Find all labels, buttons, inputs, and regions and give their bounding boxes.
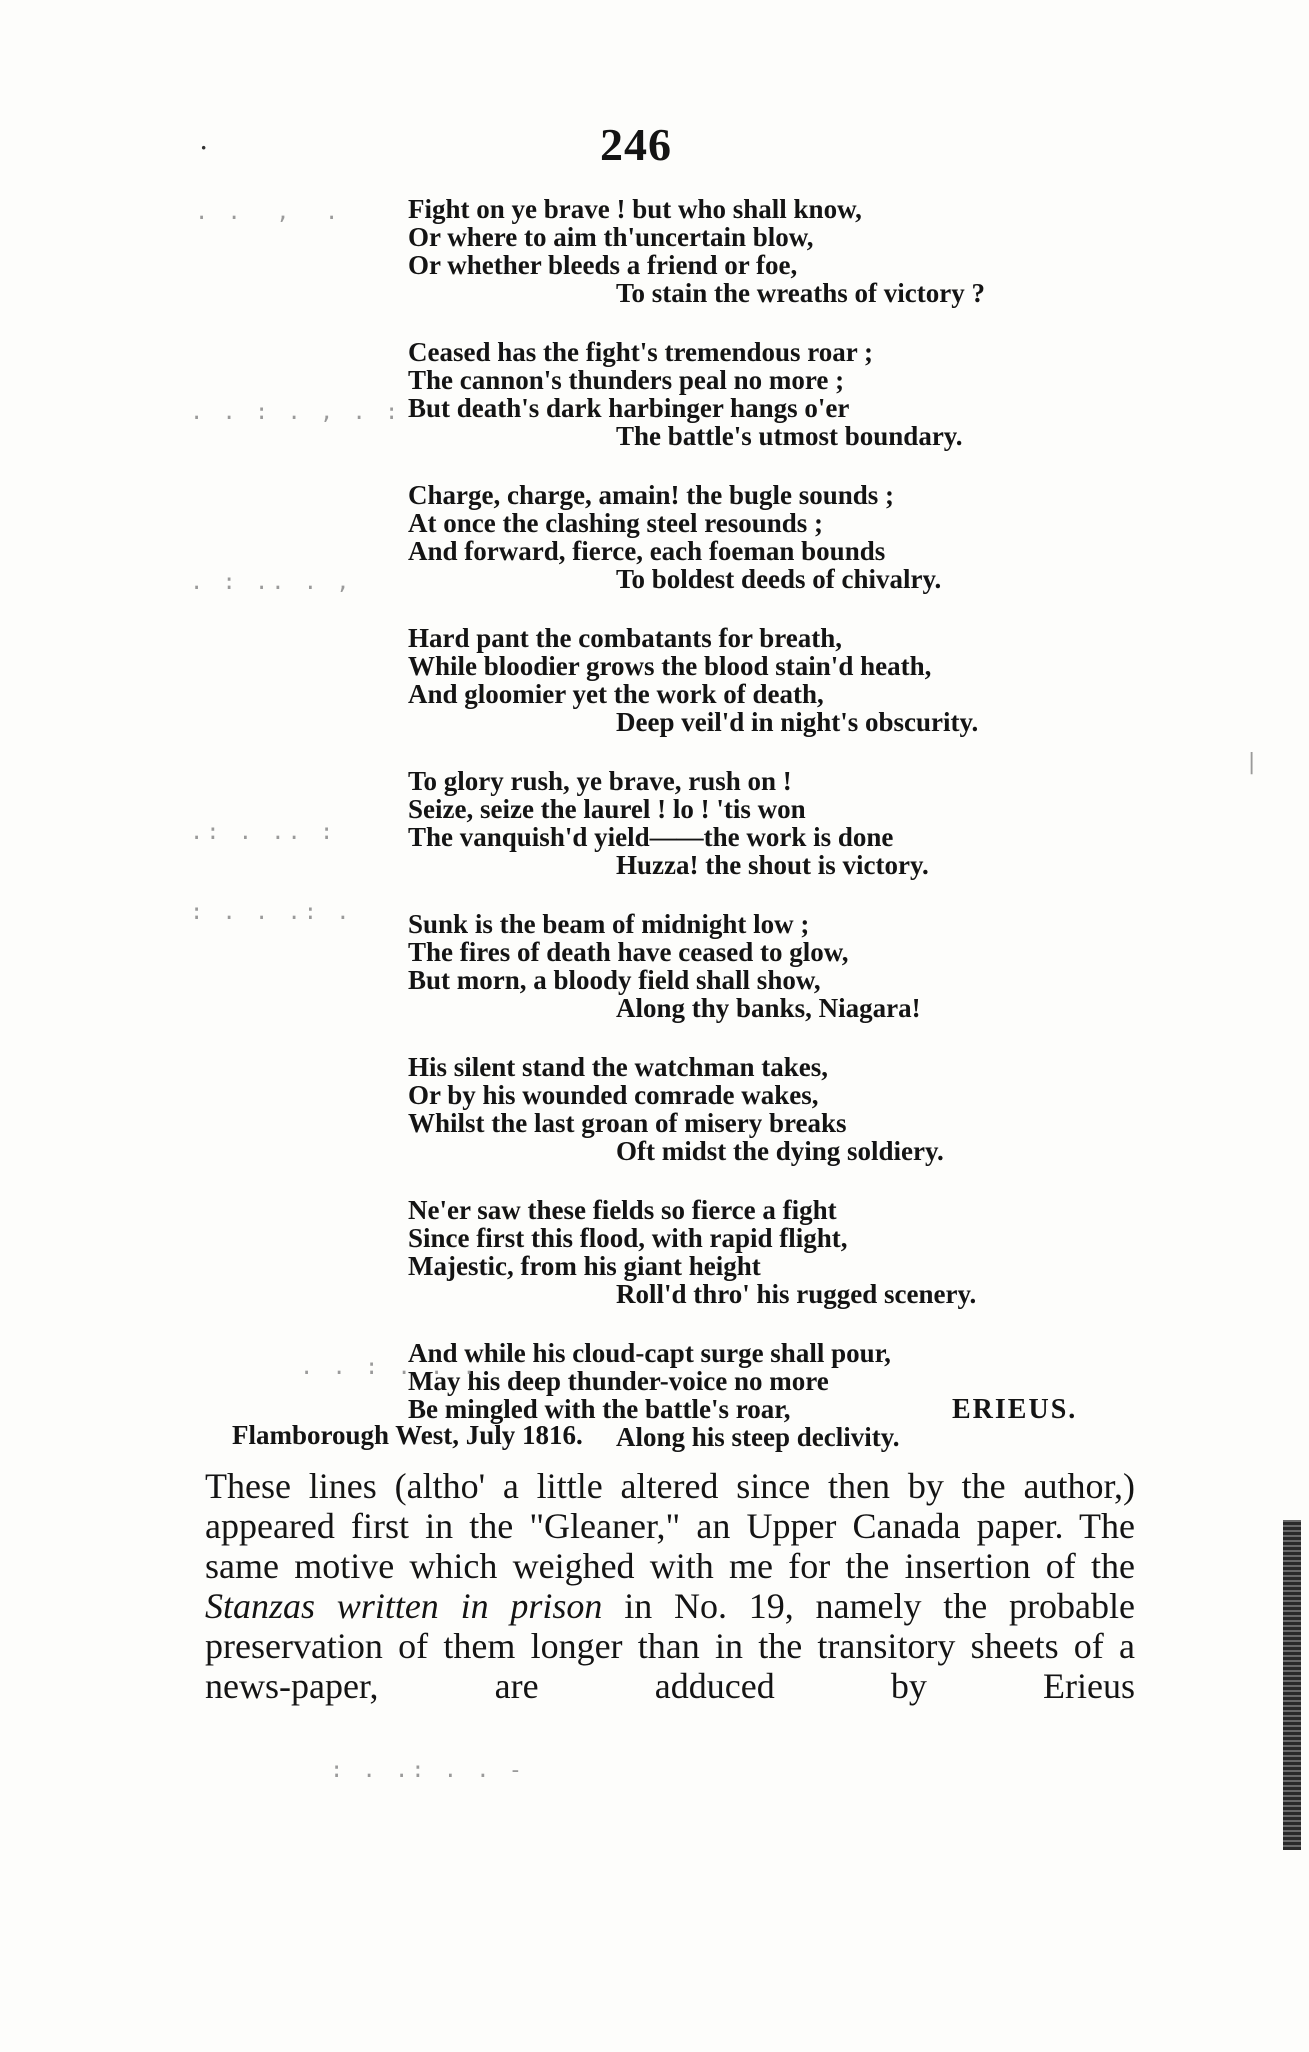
poem-line: Charge, charge, amain! the bugle sounds ;: [408, 480, 895, 510]
poem-signature: ERIEUS.: [952, 1394, 1078, 1425]
poem-line: Oft midst the dying soldiery.: [616, 1136, 944, 1166]
bleed-through-noise: . . : . . .: [300, 1355, 479, 1380]
bleed-through-noise: |: [1245, 750, 1262, 775]
bleed-through-noise: . . , .: [195, 200, 342, 225]
poem-line: Ne'er saw these fields so fierce a fight: [408, 1195, 837, 1225]
poem-line: And gloomier yet the work of death,: [408, 679, 824, 709]
poem-line: Ceased has the fight's tremendous roar ;: [408, 337, 873, 367]
prose-paragraph: [205, 1466, 1135, 1706]
bleed-through-noise: .: . .. :: [190, 820, 337, 845]
poem-line: To glory rush, ye brave, rush on !: [408, 766, 792, 796]
poem-line: The cannon's thunders peal no more ;: [408, 365, 845, 395]
bleed-through-noise: . . : . , . :: [190, 400, 402, 425]
poem-line: The fires of death have ceased to glow,: [408, 937, 849, 967]
prose-text: These lines (altho' a little altered since then by the author,) appeared first in the "Gleaner," an Upper Canada paper. The same motive which weighed with me for the insertion of the Stanzas written in prison in No. 19, namely the probable preservation of them longer than in the transitory sheets of a news-paper, are adduced by Erieus: [205, 1466, 1135, 1706]
poem-line: Or where to aim th'uncertain blow,: [408, 222, 814, 252]
poem-line: Deep veil'd in night's obscurity.: [616, 707, 979, 737]
poem-line: Seize, seize the laurel ! lo ! 'tis won: [408, 794, 806, 824]
poem-line: Fight on ye brave ! but who shall know,: [408, 194, 862, 224]
poem-line: And while his cloud-capt surge shall pour,: [408, 1338, 891, 1368]
bleed-through-noise: : . .: . . -: [330, 1758, 525, 1783]
stanza-7: [0, 1053, 1309, 1165]
poem-line: And forward, fierce, each foeman bounds: [408, 536, 886, 566]
poem-line: Be mingled with the battle's roar,: [408, 1394, 791, 1424]
poem-line: To stain the wreaths of victory ?: [616, 278, 985, 308]
poem-dateline: Flamborough West, July 1816.: [232, 1420, 583, 1450]
poem-line: To boldest deeds of chivalry.: [616, 564, 942, 594]
poem-line: Since first this flood, with rapid flight,: [408, 1223, 848, 1253]
poem-line: Along his steep declivity.: [616, 1422, 900, 1452]
poem-line: At once the clashing steel resounds ;: [408, 508, 823, 538]
page-number: 246: [600, 119, 672, 170]
poem-line: The vanquish'd yield——the work is done: [408, 822, 894, 852]
poem-line: Sunk is the beam of midnight low ;: [408, 909, 810, 939]
poem-line: His silent stand the watchman takes,: [408, 1052, 829, 1082]
poem-line: May his deep thunder-voice no more: [408, 1366, 829, 1396]
poem-line: Or by his wounded comrade wakes,: [408, 1080, 819, 1110]
poem-line: While bloodier grows the blood stain'd heath,: [408, 651, 932, 681]
poem-line: Hard pant the combatants for breath,: [408, 623, 843, 653]
stanza-6: [0, 910, 1309, 1022]
poem-line: The battle's utmost boundary.: [616, 421, 963, 451]
poem-line: Huzza! the shout is victory.: [616, 850, 929, 880]
poem-line: But morn, a bloody field shall show,: [408, 965, 821, 995]
stanza-2: [0, 338, 1309, 450]
bleed-through-noise: . : .. . ,: [190, 570, 353, 595]
margin-edge-bar: [1283, 1520, 1301, 1850]
poem-line: But death's dark harbinger hangs o'er: [408, 393, 850, 423]
poem-line: Along thy banks, Niagara!: [616, 993, 921, 1023]
poem-line: Majestic, from his giant height: [408, 1251, 761, 1281]
bleed-through-noise: : . . .: .: [190, 900, 353, 925]
stanza-9: [0, 1339, 1309, 1451]
stanza-8: [0, 1196, 1309, 1308]
margin-mark: ·: [200, 135, 208, 160]
poem-line: Whilst the last groan of misery breaks: [408, 1108, 847, 1138]
stanza-4: [0, 624, 1309, 736]
poem-line: Or whether bleeds a friend or foe,: [408, 250, 798, 280]
poem-line: Roll'd thro' his rugged scenery.: [616, 1279, 977, 1309]
